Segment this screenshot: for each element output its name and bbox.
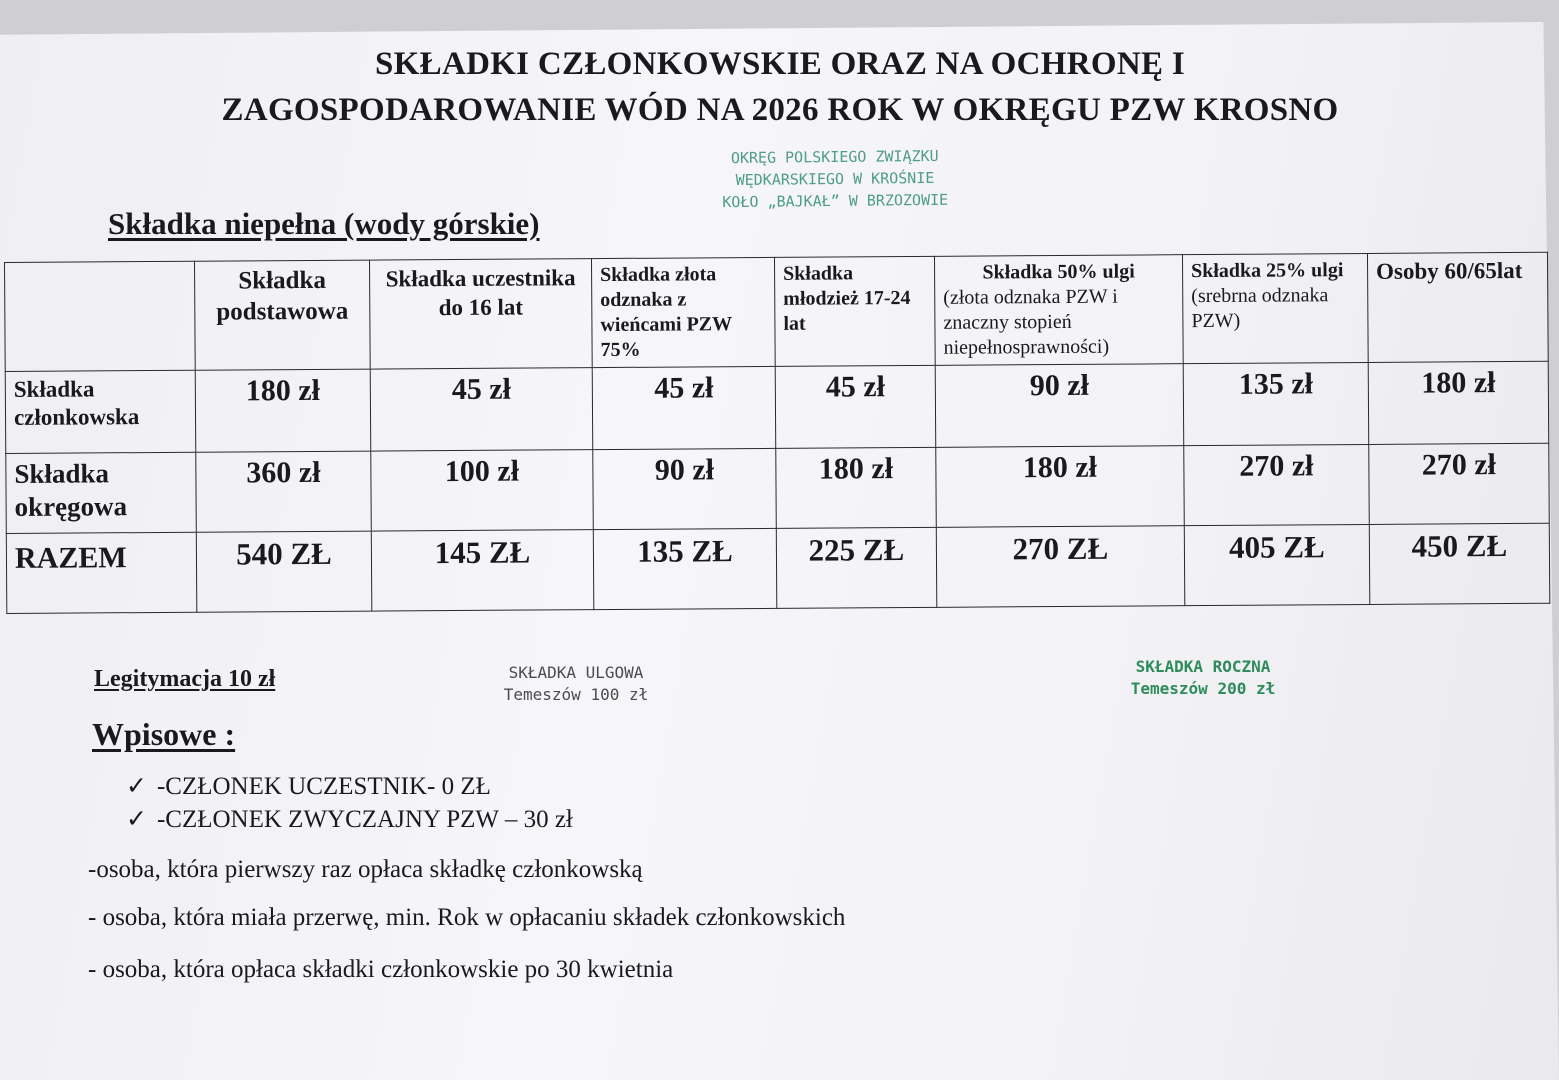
header-ulga-25-note: (srebrna odznaka PZW) [1191, 284, 1329, 333]
check-icon: ✓ [126, 806, 147, 833]
club-stamp-line-3: KOŁO „BAJKAŁ” W BRZOZOWIE [722, 190, 949, 212]
legitymacja-fee: Legitymacja 10 zł [94, 666, 276, 692]
note-line-1: -osoba, która pierwszy raz opłaca składkę członkowską [88, 856, 643, 883]
cell-value: 90 zł [935, 364, 1184, 448]
ulgowa-stamp-line-2: Temeszów 100 zł [503, 685, 649, 704]
roczna-stamp-line-2: Temeszów 200 zł [1130, 679, 1276, 698]
cell-value: 45 zł [370, 368, 593, 451]
header-ulga-50 [934, 255, 1183, 366]
cell-total: 135 ZŁ [593, 528, 777, 609]
header-ulga-50-note: (złota odznaka PZW i znaczny stopień niepełnosprawności) [943, 285, 1118, 359]
row-label-czlonkowska: Składka członkowska [5, 370, 196, 453]
cell-value: 180 zł [1368, 361, 1549, 444]
cell-value: 360 zł [196, 451, 372, 532]
club-stamp [690, 144, 981, 213]
title-line-1: SKŁADKI CZŁONKOWSKIE ORAZ NA OCHRONĘ I [375, 46, 1185, 82]
row-label-razem: RAZEM [6, 532, 197, 613]
check-icon: ✓ [126, 773, 147, 800]
header-ulga-50-title: Składka 50% ulgi [982, 260, 1135, 284]
cell-value: 180 zł [776, 447, 937, 528]
ulgowa-stamp [490, 662, 662, 706]
section-subtitle: Składka niepełna (wody górskie) [108, 206, 540, 241]
cell-total: 145 ZŁ [371, 530, 594, 611]
cell-value: 270 zł [1184, 444, 1370, 525]
cell-value: 180 zł [936, 446, 1185, 528]
cell-total: 405 ZŁ [1184, 524, 1370, 605]
cell-total: 270 ZŁ [936, 526, 1185, 608]
table-row-total [6, 523, 1549, 613]
list-item [126, 803, 573, 836]
header-podstawowa: Składka podstawowa [194, 260, 370, 370]
club-stamp-line-1: OKRĘG POLSKIEGO ZWIĄZKU [730, 146, 939, 168]
wpisowe-heading: Wpisowe : [92, 716, 236, 752]
cell-total: 450 ZŁ [1369, 523, 1550, 604]
cell-value: 270 zł [1369, 443, 1550, 524]
ulgowa-stamp-line-1: SKŁADKA ULGOWA [508, 663, 644, 682]
wpisowe-item-uczestnik: -CZŁONEK UCZESTNIK- 0 ZŁ [156, 773, 491, 800]
table-row [5, 361, 1549, 453]
cell-value: 180 zł [195, 369, 371, 452]
note-line-3: - osoba, która opłaca składki członkowskie po 30 kwietnia [88, 956, 674, 983]
row-label-okregowa: Składka okręgowa [6, 452, 197, 533]
title-line-2: ZAGOSPODAROWANIE WÓD NA 2026 ROK W OKRĘGU PZW KROSNO [221, 92, 1339, 128]
header-ulga-25 [1182, 253, 1368, 363]
header-corner [5, 261, 196, 371]
cell-value: 100 zł [371, 450, 594, 531]
header-seniorzy: Osoby 60/65lat [1367, 252, 1548, 362]
club-stamp-line-2: WĘDKARSKIEGO W KROŚNIE [735, 168, 935, 190]
roczna-stamp-line-1: SKŁADKA ROCZNA [1135, 657, 1271, 676]
wpisowe-list [126, 770, 573, 836]
cell-value: 45 zł [592, 366, 776, 449]
fees-table [4, 252, 1550, 614]
cell-total: 540 ZŁ [196, 531, 372, 612]
header-zlota-odznaka: Składka złota odznaka z wieńcami PZW 75% [591, 257, 775, 367]
header-ulga-25-title: Składka 25% ulgi [1191, 259, 1344, 283]
table-row [6, 443, 1549, 533]
cell-value: 45 zł [775, 365, 936, 448]
header-mlodziez: Składka młodzież 17-24 lat [774, 256, 935, 366]
note-line-2: - osoba, która miała przerwę, min. Rok w opłacaniu składek członkowskich [88, 904, 846, 931]
cell-total: 225 ZŁ [776, 527, 937, 608]
wpisowe-item-zwyczajny: -CZŁONEK ZWYCZAJNY PZW – 30 zł [156, 806, 573, 833]
cell-value: 135 zł [1183, 362, 1369, 445]
cell-value: 90 zł [593, 448, 777, 529]
header-row [5, 252, 1549, 371]
list-item [126, 770, 573, 803]
header-uczestnik: Składka uczestnika do 16 lat [369, 259, 592, 369]
roczna-stamp [1118, 656, 1288, 700]
